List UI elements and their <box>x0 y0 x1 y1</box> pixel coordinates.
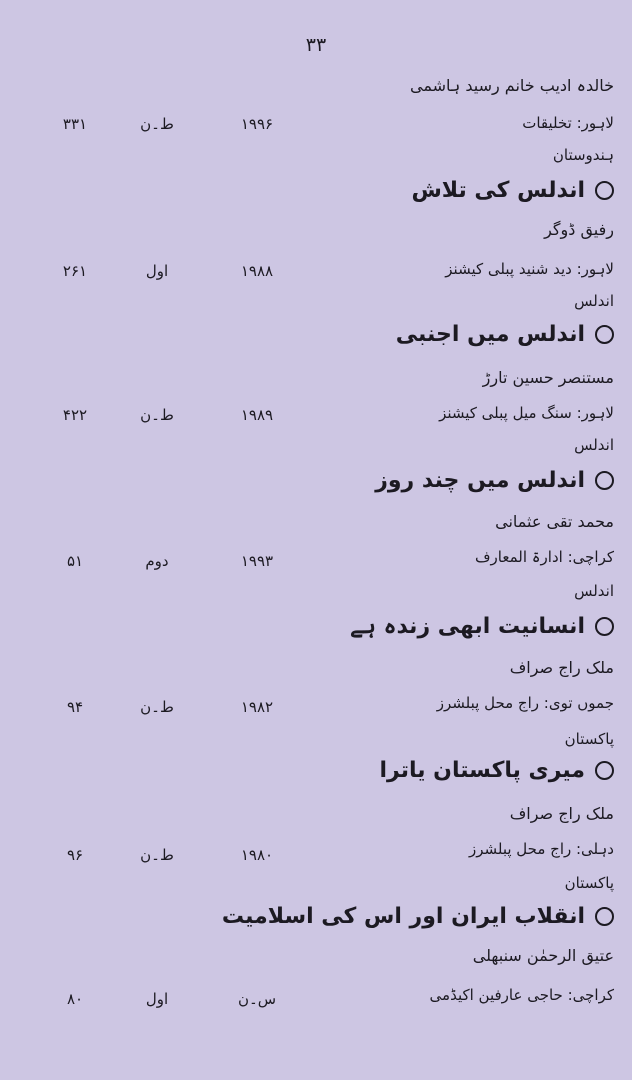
entry-pages: ۵۱ <box>66 552 84 570</box>
entry-title <box>375 468 614 493</box>
entry-title-text: اندلس کی تلاش <box>411 178 585 203</box>
entry-subject: اندلس <box>574 582 614 600</box>
entry-publisher: لاہور: تخلیقات <box>522 114 614 132</box>
entry-publisher: کراچی: ادارۃ المعارف <box>474 548 614 566</box>
entry-title-text: انسانیت ابھی زندہ ہے <box>350 614 585 639</box>
entry-title-text: اندلس میں چند روز <box>375 468 585 493</box>
bullet-circle-icon <box>595 907 614 926</box>
entry-year: ۱۹۹۶ <box>240 115 274 133</box>
bullet-circle-icon <box>595 325 614 344</box>
entry-author: مستنصر حسین تارڑ <box>482 368 614 387</box>
entry-pages: ۸۰ <box>66 990 84 1008</box>
entry-author: عتیق الرحمٰن سنبھلی <box>472 946 614 965</box>
entry-author: محمد تقی عثمانی <box>495 512 614 531</box>
entry-title <box>380 758 615 783</box>
entry-pages: ۹۶ <box>66 846 84 864</box>
entry-title-text: اندلس میں اجنبی <box>395 322 585 347</box>
entry-year: س۔ن <box>237 990 277 1008</box>
entry-year: ۱۹۸۲ <box>240 698 274 716</box>
entry-year: ۱۹۸۹ <box>240 406 274 424</box>
entry-pages: ۳۳۱ <box>62 115 88 133</box>
entry-edition: ط۔ن <box>140 406 174 424</box>
bullet-circle-icon <box>595 471 614 490</box>
entry-year: ۱۹۸۰ <box>240 846 274 864</box>
entry-publisher: لاہور: دید شنید پبلی کیشنز <box>445 260 614 278</box>
bullet-circle-icon <box>595 617 614 636</box>
entry-title-text: میری پاکستان یاترا <box>379 758 585 783</box>
entry-year: ۱۹۸۸ <box>240 262 274 280</box>
bullet-circle-icon <box>595 761 614 780</box>
entry-author: ملک راج صراف <box>509 658 614 677</box>
entry-edition: ط۔ن <box>140 115 174 133</box>
entry-author: رفیق ڈوگر <box>544 220 614 239</box>
entry-title <box>222 904 614 929</box>
entry-title <box>396 322 614 347</box>
entry-edition: ط۔ن <box>140 698 174 716</box>
entry-subject: پاکستان <box>564 730 614 748</box>
entry-edition: اول <box>145 990 169 1008</box>
entry-title-text: انقلاب ایران اور اس کی اسلامیت <box>221 904 585 929</box>
entry-pages: ۹۴ <box>66 698 84 716</box>
entry-edition: اول <box>145 262 169 280</box>
entry-edition: ط۔ن <box>140 846 174 864</box>
entry-publisher: لاہور: سنگ میل پبلی کیشنز <box>439 404 614 422</box>
entry-publisher: جموں توی: راج محل پبلشرز <box>436 694 614 712</box>
entry-title <box>411 178 614 203</box>
bullet-circle-icon <box>595 181 614 200</box>
entry-author: ملک راج صراف <box>509 804 614 823</box>
entry-title <box>350 614 614 639</box>
entry-publisher: کراچی: حاجی عارفین اکیڈمی <box>429 986 614 1004</box>
entry-subject: ہندوستان <box>552 146 614 164</box>
entry-author: خالدہ ادیب خانم رسید ہاشمی <box>410 76 614 95</box>
page-number: ۳۳ <box>305 34 327 56</box>
entry-subject: پاکستان <box>564 874 614 892</box>
entry-publisher: دہلی: راج محل پبلشرز <box>468 840 614 858</box>
entry-pages: ۴۲۲ <box>62 406 88 424</box>
entry-year: ۱۹۹۳ <box>240 552 274 570</box>
entry-edition: دوم <box>145 552 169 570</box>
entry-subject: اندلس <box>574 436 614 454</box>
entry-pages: ۲۶۱ <box>62 262 88 280</box>
entry-subject: اندلس <box>574 292 614 310</box>
